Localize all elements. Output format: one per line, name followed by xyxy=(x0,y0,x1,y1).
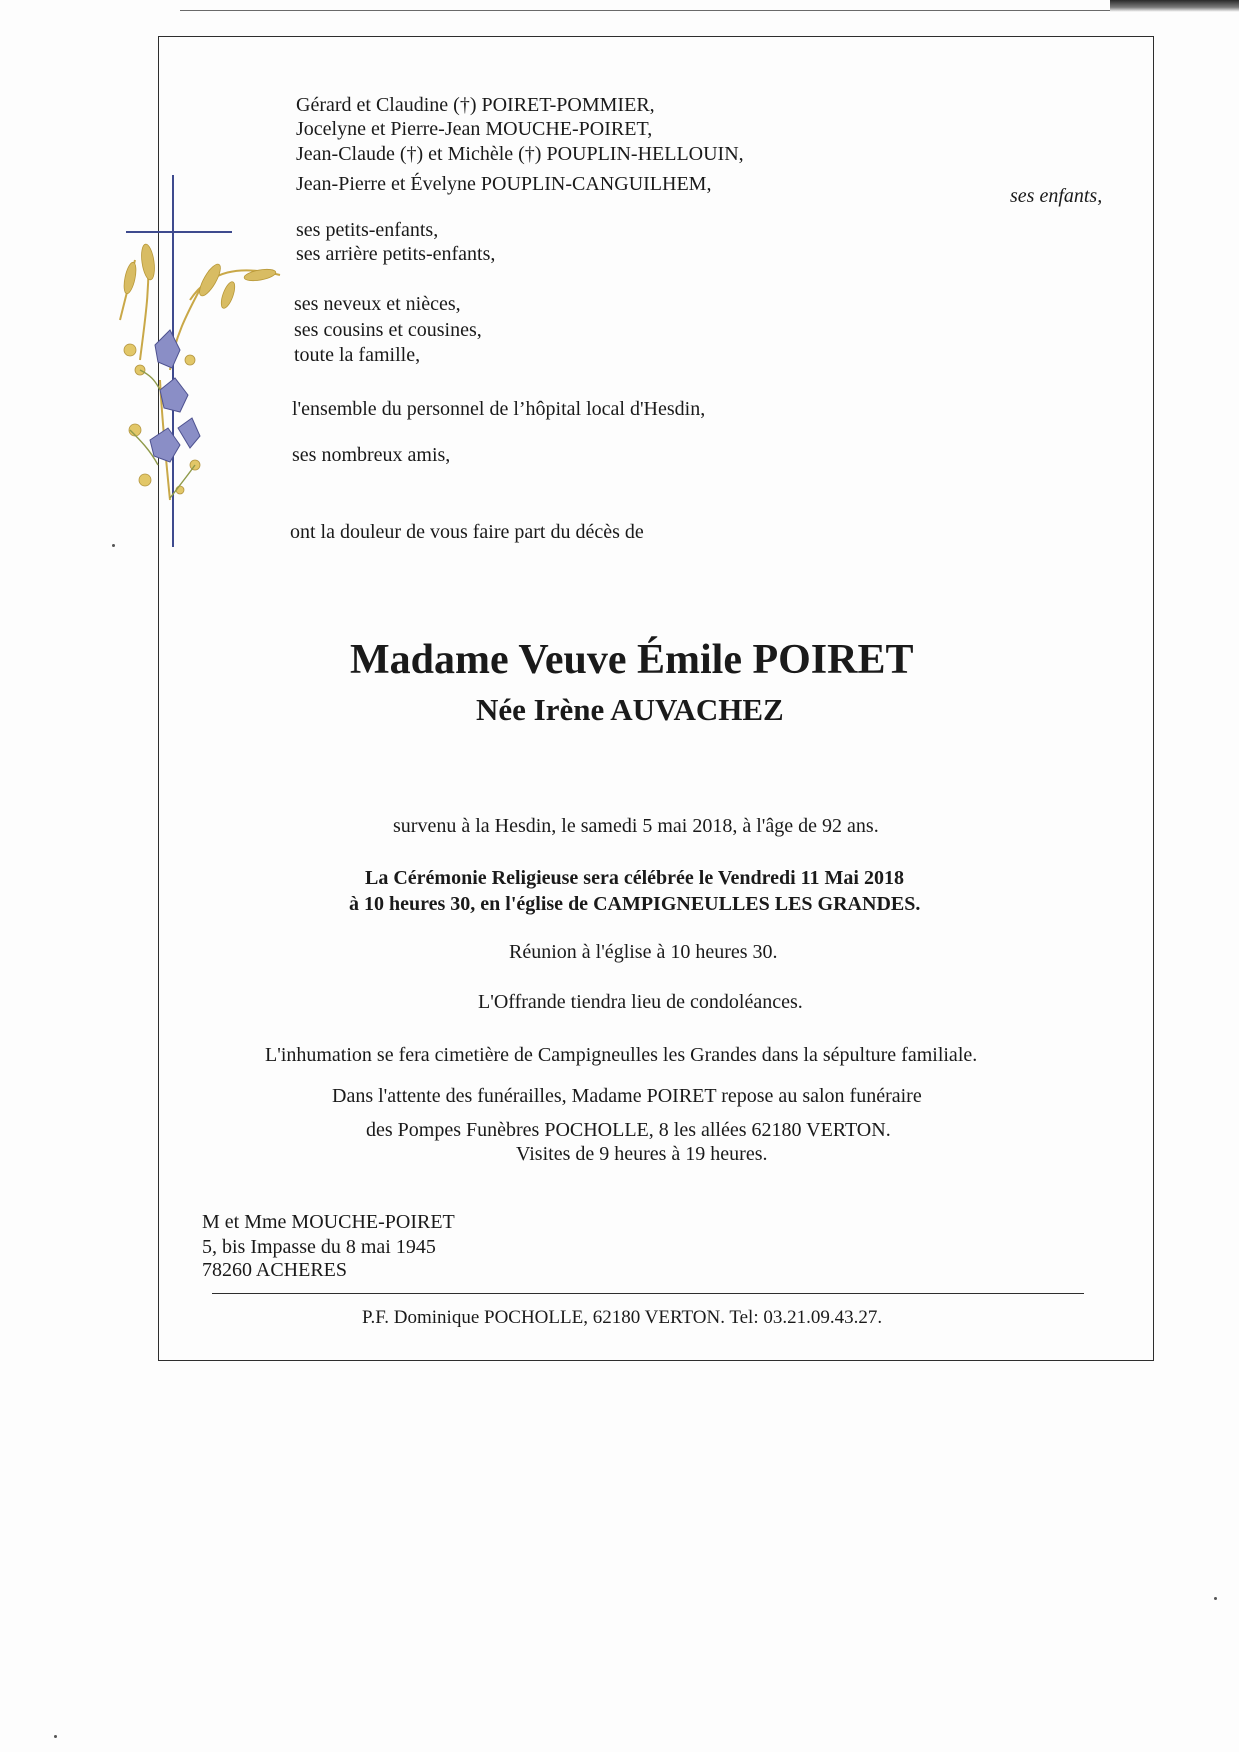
address-line-3: 78260 ACHERES xyxy=(202,1259,348,1281)
funeral-home-footer: P.F. Dominique POCHOLLE, 62180 VERTON. Tel: 03.21.09.43.27. xyxy=(362,1307,883,1328)
announcement-line: ont la douleur de vous faire part du décès de xyxy=(290,521,644,543)
address-line-2: 5, bis Impasse du 8 mai 1945 xyxy=(202,1236,436,1258)
scan-speck xyxy=(112,544,115,547)
wheat-flower-ornament-icon xyxy=(100,240,290,520)
child-line-3: Jean-Claude (†) et Michèle (†) POUPLIN-HELLOUIN, xyxy=(296,143,744,165)
children-role-label: ses enfants, xyxy=(1010,185,1103,207)
all-family-line: toute la famille, xyxy=(294,344,421,366)
address-line-1: M et Mme MOUCHE-POIRET xyxy=(202,1211,455,1233)
child-line-4: Jean-Pierre et Évelyne POUPLIN-CANGUILHEM, xyxy=(296,173,712,195)
child-line-2: Jocelyne et Pierre-Jean MOUCHE-POIRET, xyxy=(296,118,653,140)
cousins-line: ses cousins et cousines, xyxy=(294,319,482,341)
meeting-line: Réunion à l'église à 10 heures 30. xyxy=(509,941,778,963)
ceremony-line-2: à 10 heures 30, en l'église de CAMPIGNEULLES LES GRANDES. xyxy=(349,893,921,915)
great-grandchildren-line: ses arrière petits-enfants, xyxy=(296,243,496,265)
top-scan-shadow xyxy=(1110,0,1239,12)
child-line-1: Gérard et Claudine (†) POIRET-POMMIER, xyxy=(296,94,655,116)
footer-rule xyxy=(212,1293,1084,1294)
cross-horizontal-bar xyxy=(126,231,232,233)
grandchildren-line: ses petits-enfants, xyxy=(296,219,439,241)
ceremony-line-1: La Cérémonie Religieuse sera célébrée le Vendredi 11 Mai 2018 xyxy=(365,867,904,889)
viewing-line-1: Dans l'attente des funérailles, Madame POIRET repose au salon funéraire xyxy=(332,1085,922,1107)
death-info-line: survenu à la Hesdin, le samedi 5 mai 2018, à l'âge de 92 ans. xyxy=(393,815,879,837)
viewing-line-3: Visites de 9 heures à 19 heures. xyxy=(516,1143,768,1165)
burial-line: L'inhumation se fera cimetière de Campigneulles les Grandes dans la sépulture familiale. xyxy=(265,1044,978,1066)
deceased-name: Madame Veuve Émile POIRET xyxy=(350,637,914,683)
deceased-birth-name: Née Irène AUVACHEZ xyxy=(476,692,784,727)
nephews-line: ses neveux et nièces, xyxy=(294,293,461,315)
scan-speck xyxy=(1214,1597,1217,1600)
viewing-line-2: des Pompes Funèbres POCHOLLE, 8 les allées 62180 VERTON. xyxy=(366,1119,891,1141)
friends-line: ses nombreux amis, xyxy=(292,444,451,466)
scan-speck xyxy=(54,1735,57,1738)
offering-line: L'Offrande tiendra lieu de condoléances. xyxy=(478,991,803,1013)
top-scan-edge-line xyxy=(180,10,1180,11)
staff-line: l'ensemble du personnel de l’hôpital local d'Hesdin, xyxy=(292,398,706,420)
